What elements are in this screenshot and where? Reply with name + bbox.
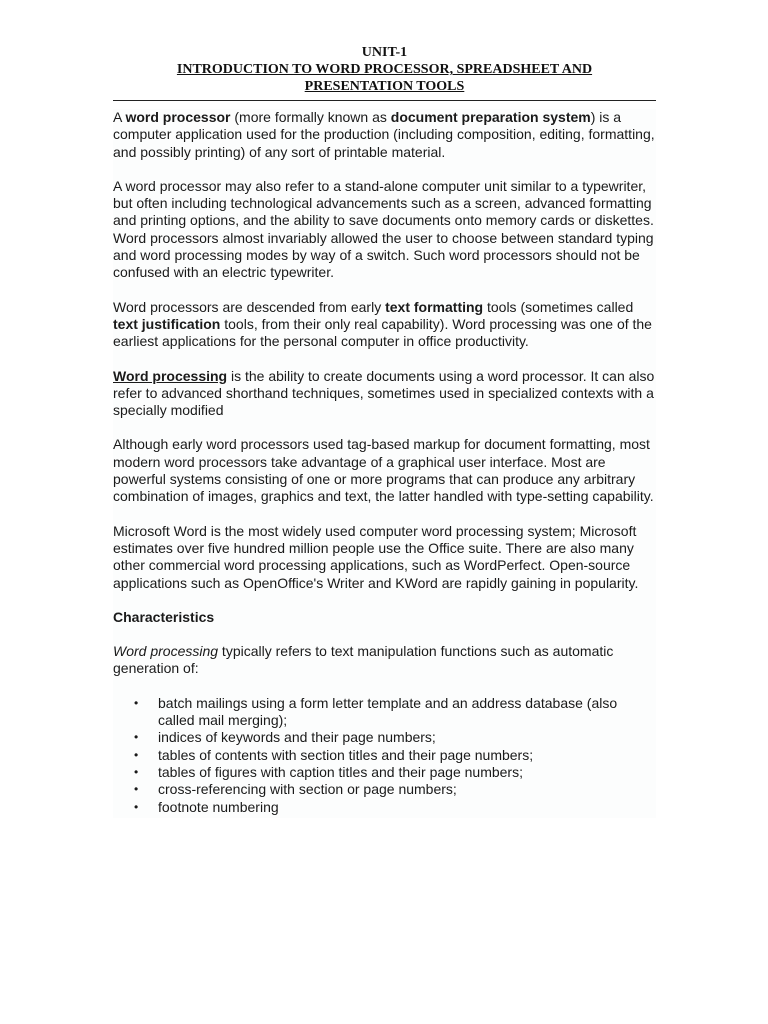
term-text-justification: text justification (113, 315, 221, 332)
document-page (113, 44, 656, 818)
text-run: typically refers to text manipulation functions such as automatic generation of: (113, 643, 614, 677)
bullet-icon: • (134, 695, 139, 710)
document-body (113, 109, 656, 818)
paragraph-definition (113, 109, 656, 161)
term-word-processing: Word processing (113, 367, 228, 384)
list-item-text: tables of figures with caption titles and their page numbers; (158, 763, 523, 780)
bullet-icon: • (134, 782, 139, 797)
term-word-processor: word processor (125, 109, 231, 125)
list-item-text: footnote numbering (158, 798, 279, 815)
text-run: Word processors are descended from early (113, 298, 386, 315)
list-item (134, 694, 656, 730)
list-item-text: batch mailings using a form letter template and an address database (also called mail merging); (158, 694, 618, 729)
bullet-icon: • (134, 730, 139, 745)
characteristics-heading: Characteristics (113, 608, 215, 625)
features-list (113, 695, 656, 816)
text-run: is the ability to create documents using a word processor. It can also refer to advanced shorthand techniques, sometimes used in specialized contexts with a specially modified (113, 367, 655, 419)
term-document-preparation-system: document preparation system (390, 109, 591, 125)
paragraph-history (113, 299, 656, 351)
text-run: tools (sometimes called (483, 298, 634, 315)
paragraph-microsoft-word: Microsoft Word is the most widely used computer word processing system; Microsoft estimates over five hundred million people use the Office suite. There are also many other commercial word processing applications, such as WordPerfect. Open-source applications such as OpenOffice's Writer and KWord are rapidly gaining in popularity. (113, 522, 639, 591)
text-run: A (113, 109, 126, 125)
title-line-2: PRESENTATION TOOLS (304, 79, 465, 94)
list-item (134, 746, 656, 764)
list-item (134, 763, 656, 781)
paragraph-characteristics-intro (113, 643, 656, 678)
unit-label: UNIT-1 (361, 45, 408, 60)
document-header (113, 44, 656, 95)
list-item (134, 798, 656, 816)
list-item-text: tables of contents with section titles and their page numbers; (158, 746, 534, 763)
term-word-processing-italic: Word processing (113, 643, 219, 660)
bullet-icon: • (134, 764, 139, 779)
paragraph-standalone-unit: A word processor may also refer to a stand-alone computer unit similar to a typewriter, but often including technological advancements such as a screen, advanced formatting and printing options, and the ability to save documents onto memory cards or diskettes. Word processors almost invariably allowed the user to choose between standard typing and word processing modes by way of a switch. Such word processors should not be confused with an electric typewriter. (113, 177, 654, 281)
header-divider (113, 100, 656, 101)
term-text-formatting: text formatting (385, 298, 484, 315)
list-item (134, 729, 656, 746)
paragraph-gui: Although early word processors used tag-based markup for document formatting, most modern word processors take advantage of a graphical user interface. Most are powerful systems consisting of one or more programs that can produce any arbitrary combination of images, graphics and text, the latter handled with type-setting capability. (113, 436, 654, 505)
text-run: tools, from their only real capability). Word processing was one of the earliest applications for the personal computer in office productivity. (113, 315, 652, 350)
bullet-icon: • (134, 747, 139, 762)
text-run: ) is a computer application used for the production (including composition, editing, formatting, and possibly printing) of any sort of printable material. (113, 109, 655, 160)
text-run: (more formally known as (230, 109, 391, 125)
title-line-1: INTRODUCTION TO WORD PROCESSOR, SPREADSHEET AND (176, 62, 593, 77)
paragraph-word-processing (113, 368, 656, 420)
list-item-text: cross-referencing with section or page numbers; (158, 781, 457, 798)
list-item (134, 781, 656, 798)
bullet-icon: • (134, 799, 139, 814)
list-item-text: indices of keywords and their page numbers; (158, 729, 436, 746)
